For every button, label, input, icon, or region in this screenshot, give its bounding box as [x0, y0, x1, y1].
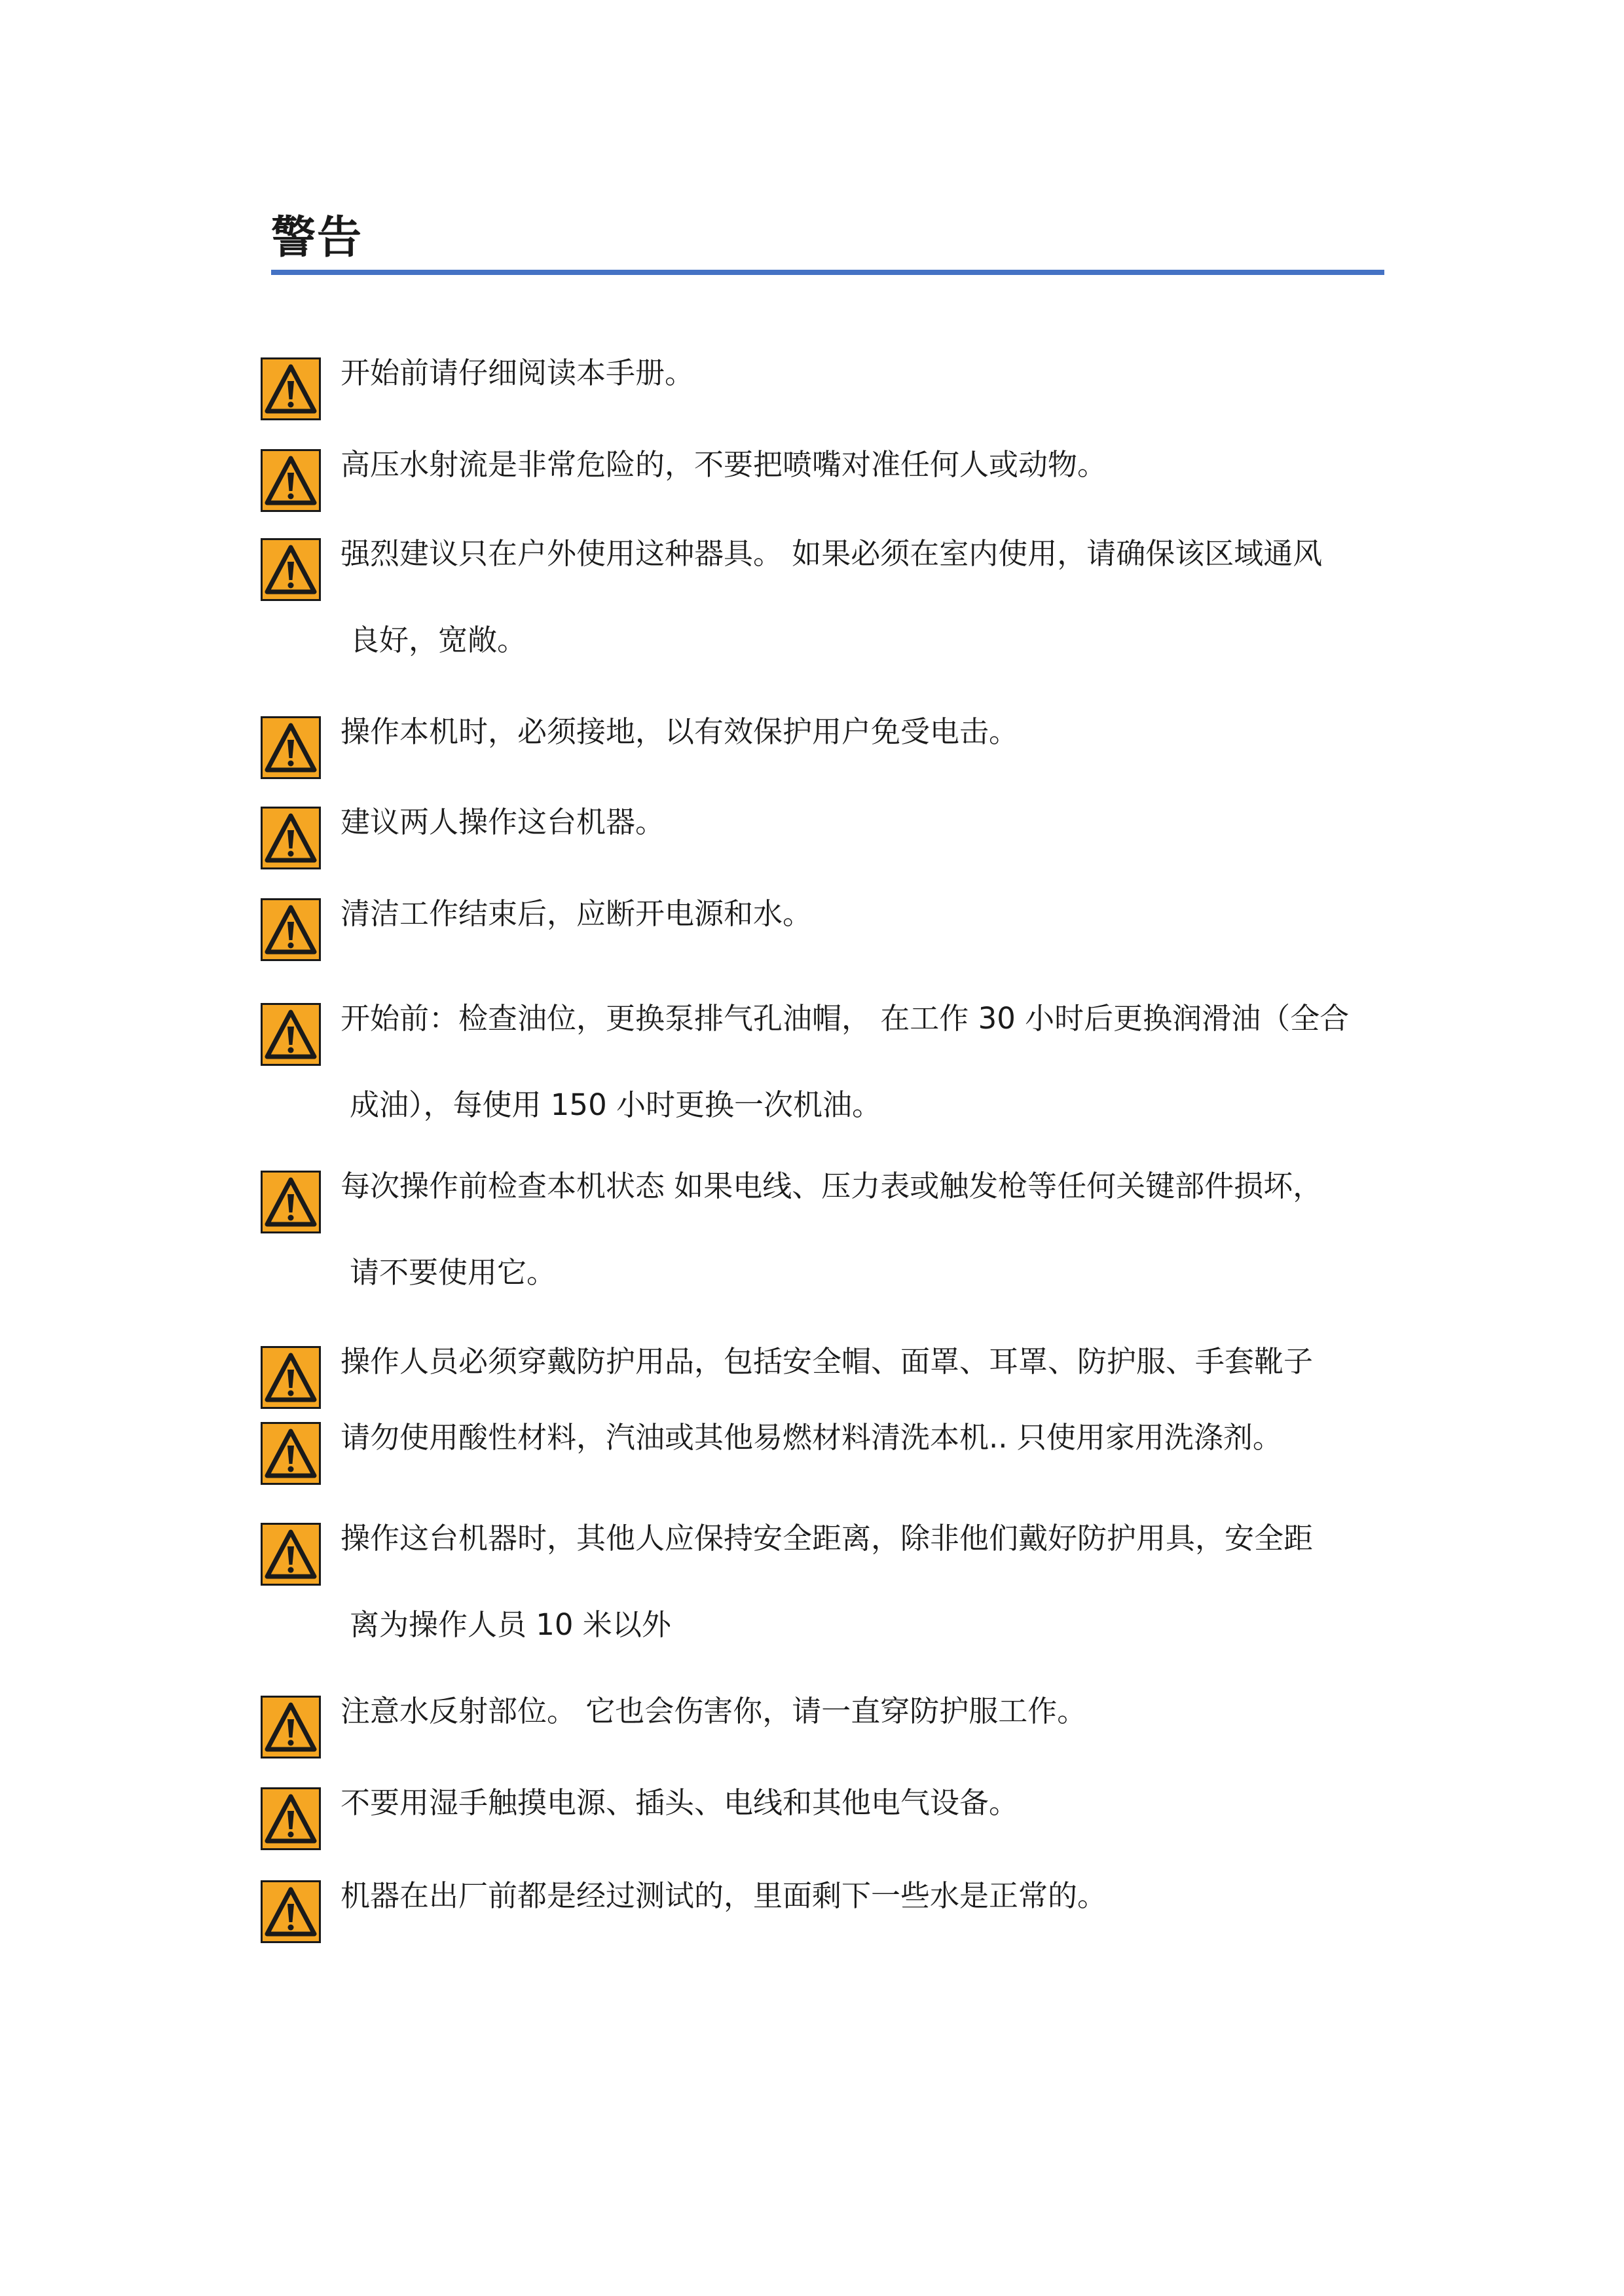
- warning-text: 机器在出厂前都是经过测试的，里面剩下一些水是正常的。: [341, 1878, 1107, 1913]
- warning-icon: [261, 716, 321, 779]
- warning-text: 不要用湿手触摸电源、插头、电线和其他电气设备。: [341, 1785, 1019, 1820]
- warning-text: 操作人员必须穿戴防护用品，包括安全帽、面罩、耳罩、防护服、手套靴子: [341, 1344, 1314, 1379]
- warning-icon: [261, 1696, 321, 1758]
- warning-icon: [261, 1422, 321, 1485]
- warning-text: 注意水反射部位。 它也会伤害你，请一直穿防护服工作。: [341, 1694, 1087, 1728]
- warning-text-continued: 成油），每使用 150 小时更换一次机油。: [350, 1087, 882, 1122]
- warning-icon: [261, 538, 321, 601]
- warning-icon: [261, 357, 321, 420]
- warning-icon: [261, 1346, 321, 1409]
- warning-icon: [261, 449, 321, 512]
- warning-text: 每次操作前检查本机状态 如果电线、压力表或触发枪等任何关键部件损坏，: [341, 1169, 1323, 1203]
- title-underline: [271, 270, 1384, 275]
- warning-text: 请勿使用酸性材料，汽油或其他易燃材料清洗本机.. 只使用家用洗涤剂。: [341, 1420, 1282, 1455]
- warning-text: 操作本机时，必须接地，以有效保护用户免受电击。: [341, 714, 1019, 749]
- warning-icon: [261, 1523, 321, 1586]
- warning-icon: [261, 807, 321, 869]
- warning-text: 高压水射流是非常危险的，不要把喷嘴对准任何人或动物。: [341, 447, 1107, 482]
- warning-icon: [261, 1171, 321, 1233]
- warning-text: 建议两人操作这台机器。: [341, 805, 665, 839]
- warning-text: 操作这台机器时，其他人应保持安全距离，除非他们戴好防护用具，安全距: [341, 1521, 1314, 1556]
- warning-text: 开始前请仔细阅读本手册。: [341, 355, 695, 390]
- warning-text: 开始前：检查油位，更换泵排气孔油帽， 在工作 30 小时后更换润滑油（全合: [341, 1001, 1350, 1036]
- warning-icon: [261, 1787, 321, 1850]
- warning-text-continued: 请不要使用它。: [350, 1255, 557, 1290]
- warning-text: 强烈建议只在户外使用这种器具。 如果必须在室内使用，请确保该区域通风: [341, 536, 1323, 571]
- page-title: 警告: [271, 212, 363, 264]
- warning-text-continued: 良好，宽敞。: [350, 623, 527, 657]
- warning-text-continued: 离为操作人员 10 米以外: [350, 1607, 671, 1642]
- warning-icon: [261, 1003, 321, 1066]
- warning-text: 清洁工作结束后，应断开电源和水。: [341, 896, 813, 931]
- warning-icon: [261, 898, 321, 961]
- warning-icon: [261, 1880, 321, 1943]
